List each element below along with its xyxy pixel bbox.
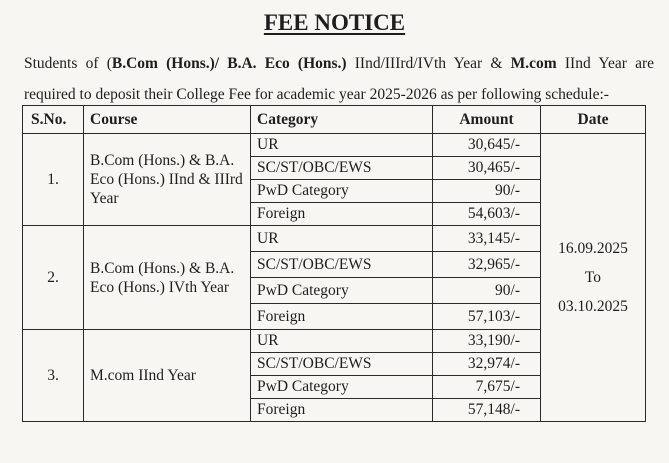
header-course: Course <box>84 106 251 134</box>
amount-cell: 33,190/- <box>433 330 541 353</box>
group-sno: 3. <box>23 330 84 422</box>
amount-cell: 30,465/- <box>433 157 541 180</box>
amount-cell: 30,645/- <box>433 134 541 157</box>
amount-cell: 54,603/- <box>433 203 541 226</box>
deposit-date-range <box>541 134 646 422</box>
category-cell: Foreign <box>251 399 433 422</box>
category-cell: SC/ST/OBC/EWS <box>251 353 433 376</box>
group-sno: 1. <box>23 134 84 226</box>
header-sno: S.No. <box>23 106 84 134</box>
amount-cell: 7,675/- <box>433 376 541 399</box>
group-course: B.Com (Hons.) & B.A. Eco (Hons.) IVth Year <box>84 226 251 330</box>
amount-cell: 90/- <box>433 180 541 203</box>
date-to-word: To <box>584 269 602 286</box>
group-sno: 2. <box>23 226 84 330</box>
notice-intro <box>24 48 654 110</box>
header-category: Category <box>251 106 433 134</box>
amount-cell: 57,103/- <box>433 304 541 330</box>
date-to: 03.10.2025 <box>558 298 628 315</box>
category-cell: PwD Category <box>251 376 433 399</box>
header-date: Date <box>541 106 646 134</box>
intro-line-1: Students of (B.Com (Hons.)/ B.A. Eco (Hons.) IInd/IIIrd/IVth Year & M.com IInd Year are <box>24 55 654 72</box>
table-header-row <box>23 106 646 134</box>
fee-schedule-table <box>22 105 646 422</box>
table-row <box>23 134 646 157</box>
header-amount: Amount <box>433 106 541 134</box>
category-cell: Foreign <box>251 304 433 330</box>
category-cell: UR <box>251 330 433 353</box>
amount-cell: 90/- <box>433 278 541 304</box>
intro-line-2: required to deposit their College Fee for academic year 2025-2026 as per following schedule:- <box>24 86 609 103</box>
amount-cell: 32,965/- <box>433 252 541 278</box>
group-course: B.Com (Hons.) & B.A. Eco (Hons.) IInd & IIIrd Year <box>84 134 251 226</box>
category-cell: UR <box>251 226 433 252</box>
category-cell: PwD Category <box>251 180 433 203</box>
category-cell: UR <box>251 134 433 157</box>
date-from: 16.09.2025 <box>558 240 628 257</box>
amount-cell: 32,974/- <box>433 353 541 376</box>
amount-cell: 33,145/- <box>433 226 541 252</box>
category-cell: PwD Category <box>251 278 433 304</box>
category-cell: SC/ST/OBC/EWS <box>251 252 433 278</box>
notice-title: FEE NOTICE <box>263 10 406 35</box>
amount-cell: 57,148/- <box>433 399 541 422</box>
category-cell: Foreign <box>251 203 433 226</box>
group-course: M.com IInd Year <box>84 330 251 422</box>
category-cell: SC/ST/OBC/EWS <box>251 157 433 180</box>
